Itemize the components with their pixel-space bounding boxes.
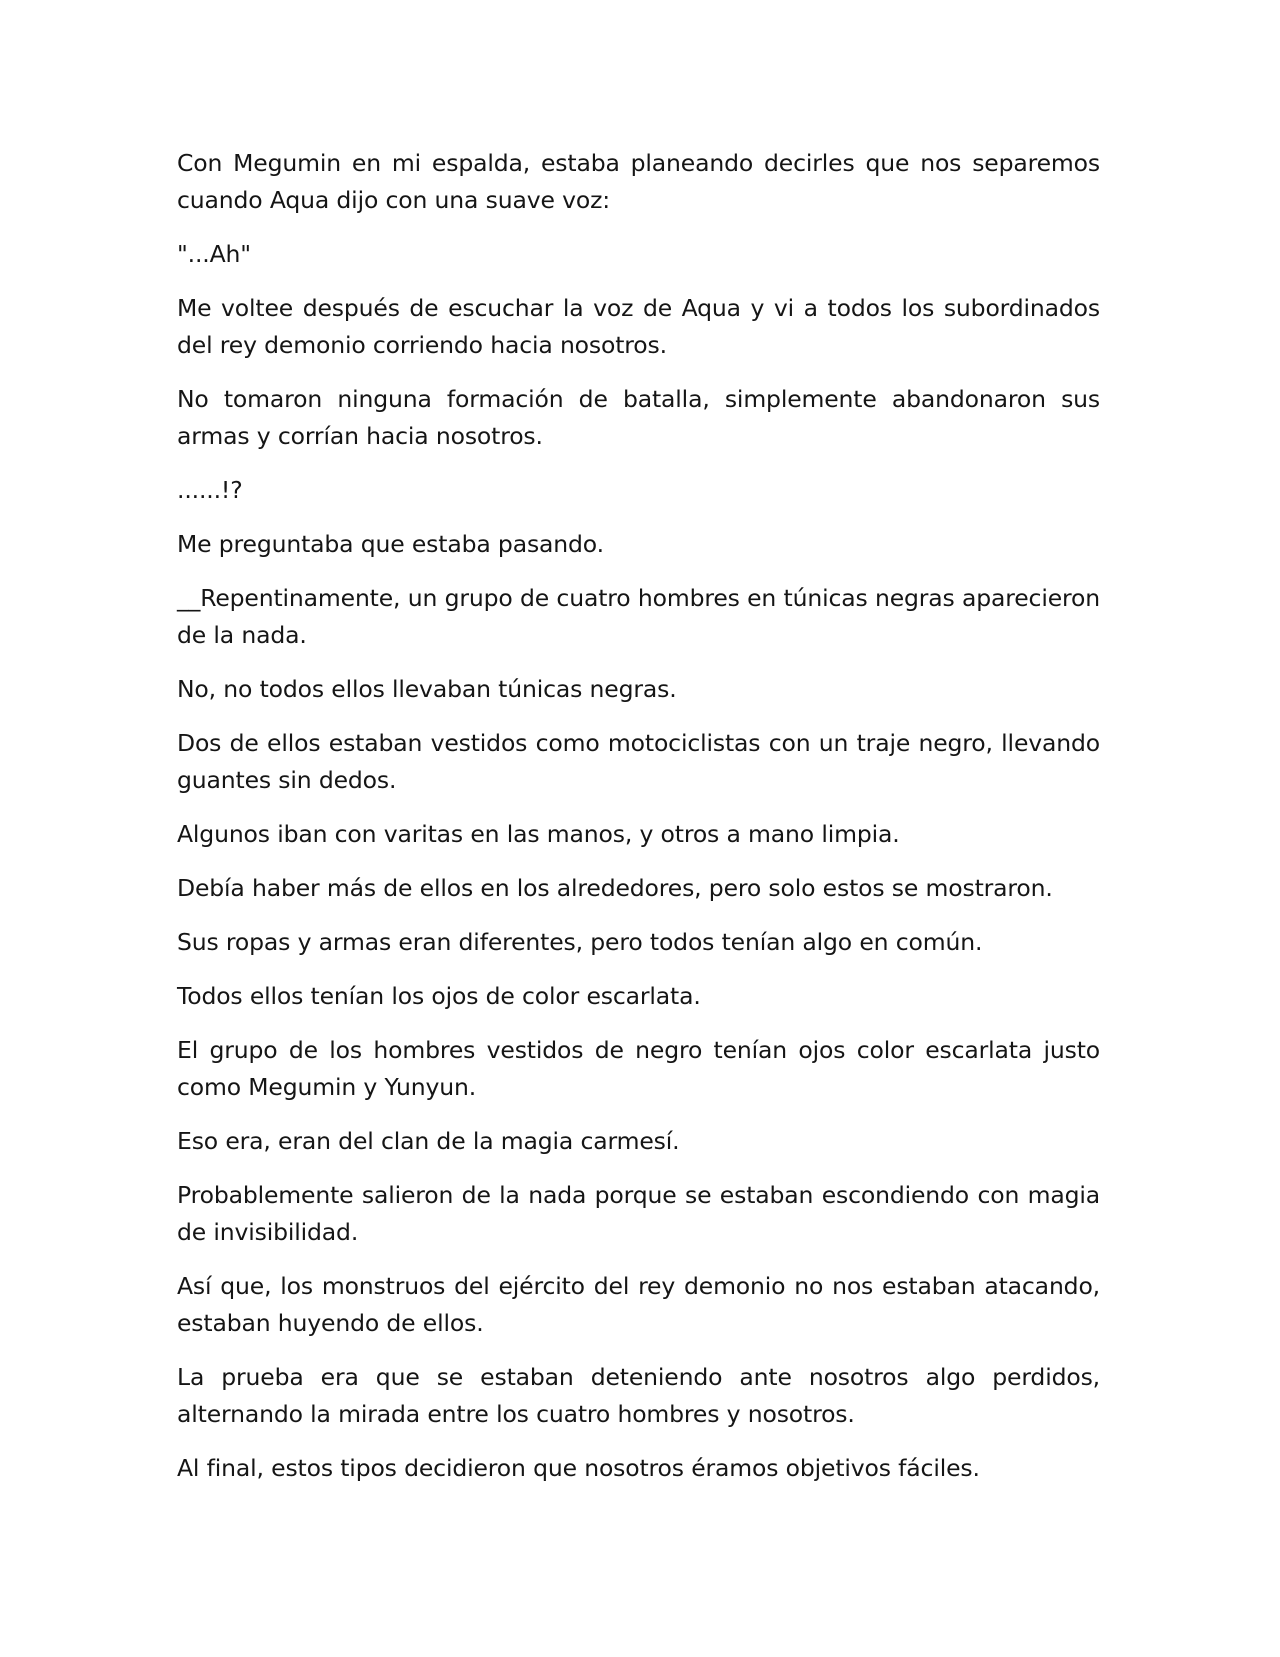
- paragraph: Dos de ellos estaban vestidos como motociclistas con un traje negro, llevando guantes sin dedos.: [177, 729, 1100, 794]
- paragraph: No, no todos ellos llevaban túnicas negras.: [177, 675, 677, 703]
- paragraph: Al final, estos tipos decidieron que nosotros éramos objetivos fáciles.: [177, 1454, 980, 1482]
- paragraph: Me voltee después de escuchar la voz de Aqua y vi a todos los subordinados del rey demonio corriendo hacia nosotros.: [177, 294, 1100, 359]
- paragraph: Todos ellos tenían los ojos de color escarlata.: [177, 982, 701, 1010]
- document-body: [177, 145, 1100, 1504]
- paragraph: Probablemente salieron de la nada porque se estaban escondiendo con magia de invisibilidad.: [177, 1181, 1100, 1246]
- paragraph: Eso era, eran del clan de la magia carmesí.: [177, 1127, 680, 1155]
- paragraph: El grupo de los hombres vestidos de negro tenían ojos color escarlata justo como Megumin y Yunyun.: [177, 1036, 1100, 1101]
- paragraph: La prueba era que se estaban deteniendo ante nosotros algo perdidos, alternando la mirada entre los cuatro hombres y nosotros.: [177, 1363, 1100, 1428]
- paragraph: __Repentinamente, un grupo de cuatro hombres en túnicas negras aparecieron de la nada.: [177, 584, 1100, 649]
- paragraph: "...Ah": [177, 240, 251, 268]
- paragraph: Debía haber más de ellos en los alrededores, pero solo estos se mostraron.: [177, 874, 1053, 902]
- paragraph: Sus ropas y armas eran diferentes, pero todos tenían algo en común.: [177, 928, 983, 956]
- paragraph: Me preguntaba que estaba pasando.: [177, 530, 604, 558]
- paragraph: Así que, los monstruos del ejército del rey demonio no nos estaban atacando, estaban huyendo de ellos.: [177, 1272, 1100, 1337]
- paragraph: ......!?: [177, 476, 243, 504]
- paragraph: Algunos iban con varitas en las manos, y otros a mano limpia.: [177, 820, 900, 848]
- paragraph: Con Megumin en mi espalda, estaba planeando decirles que nos separemos cuando Aqua dijo con una suave voz:: [177, 149, 1100, 214]
- paragraph: No tomaron ninguna formación de batalla, simplemente abandonaron sus armas y corrían hacia nosotros.: [177, 385, 1100, 450]
